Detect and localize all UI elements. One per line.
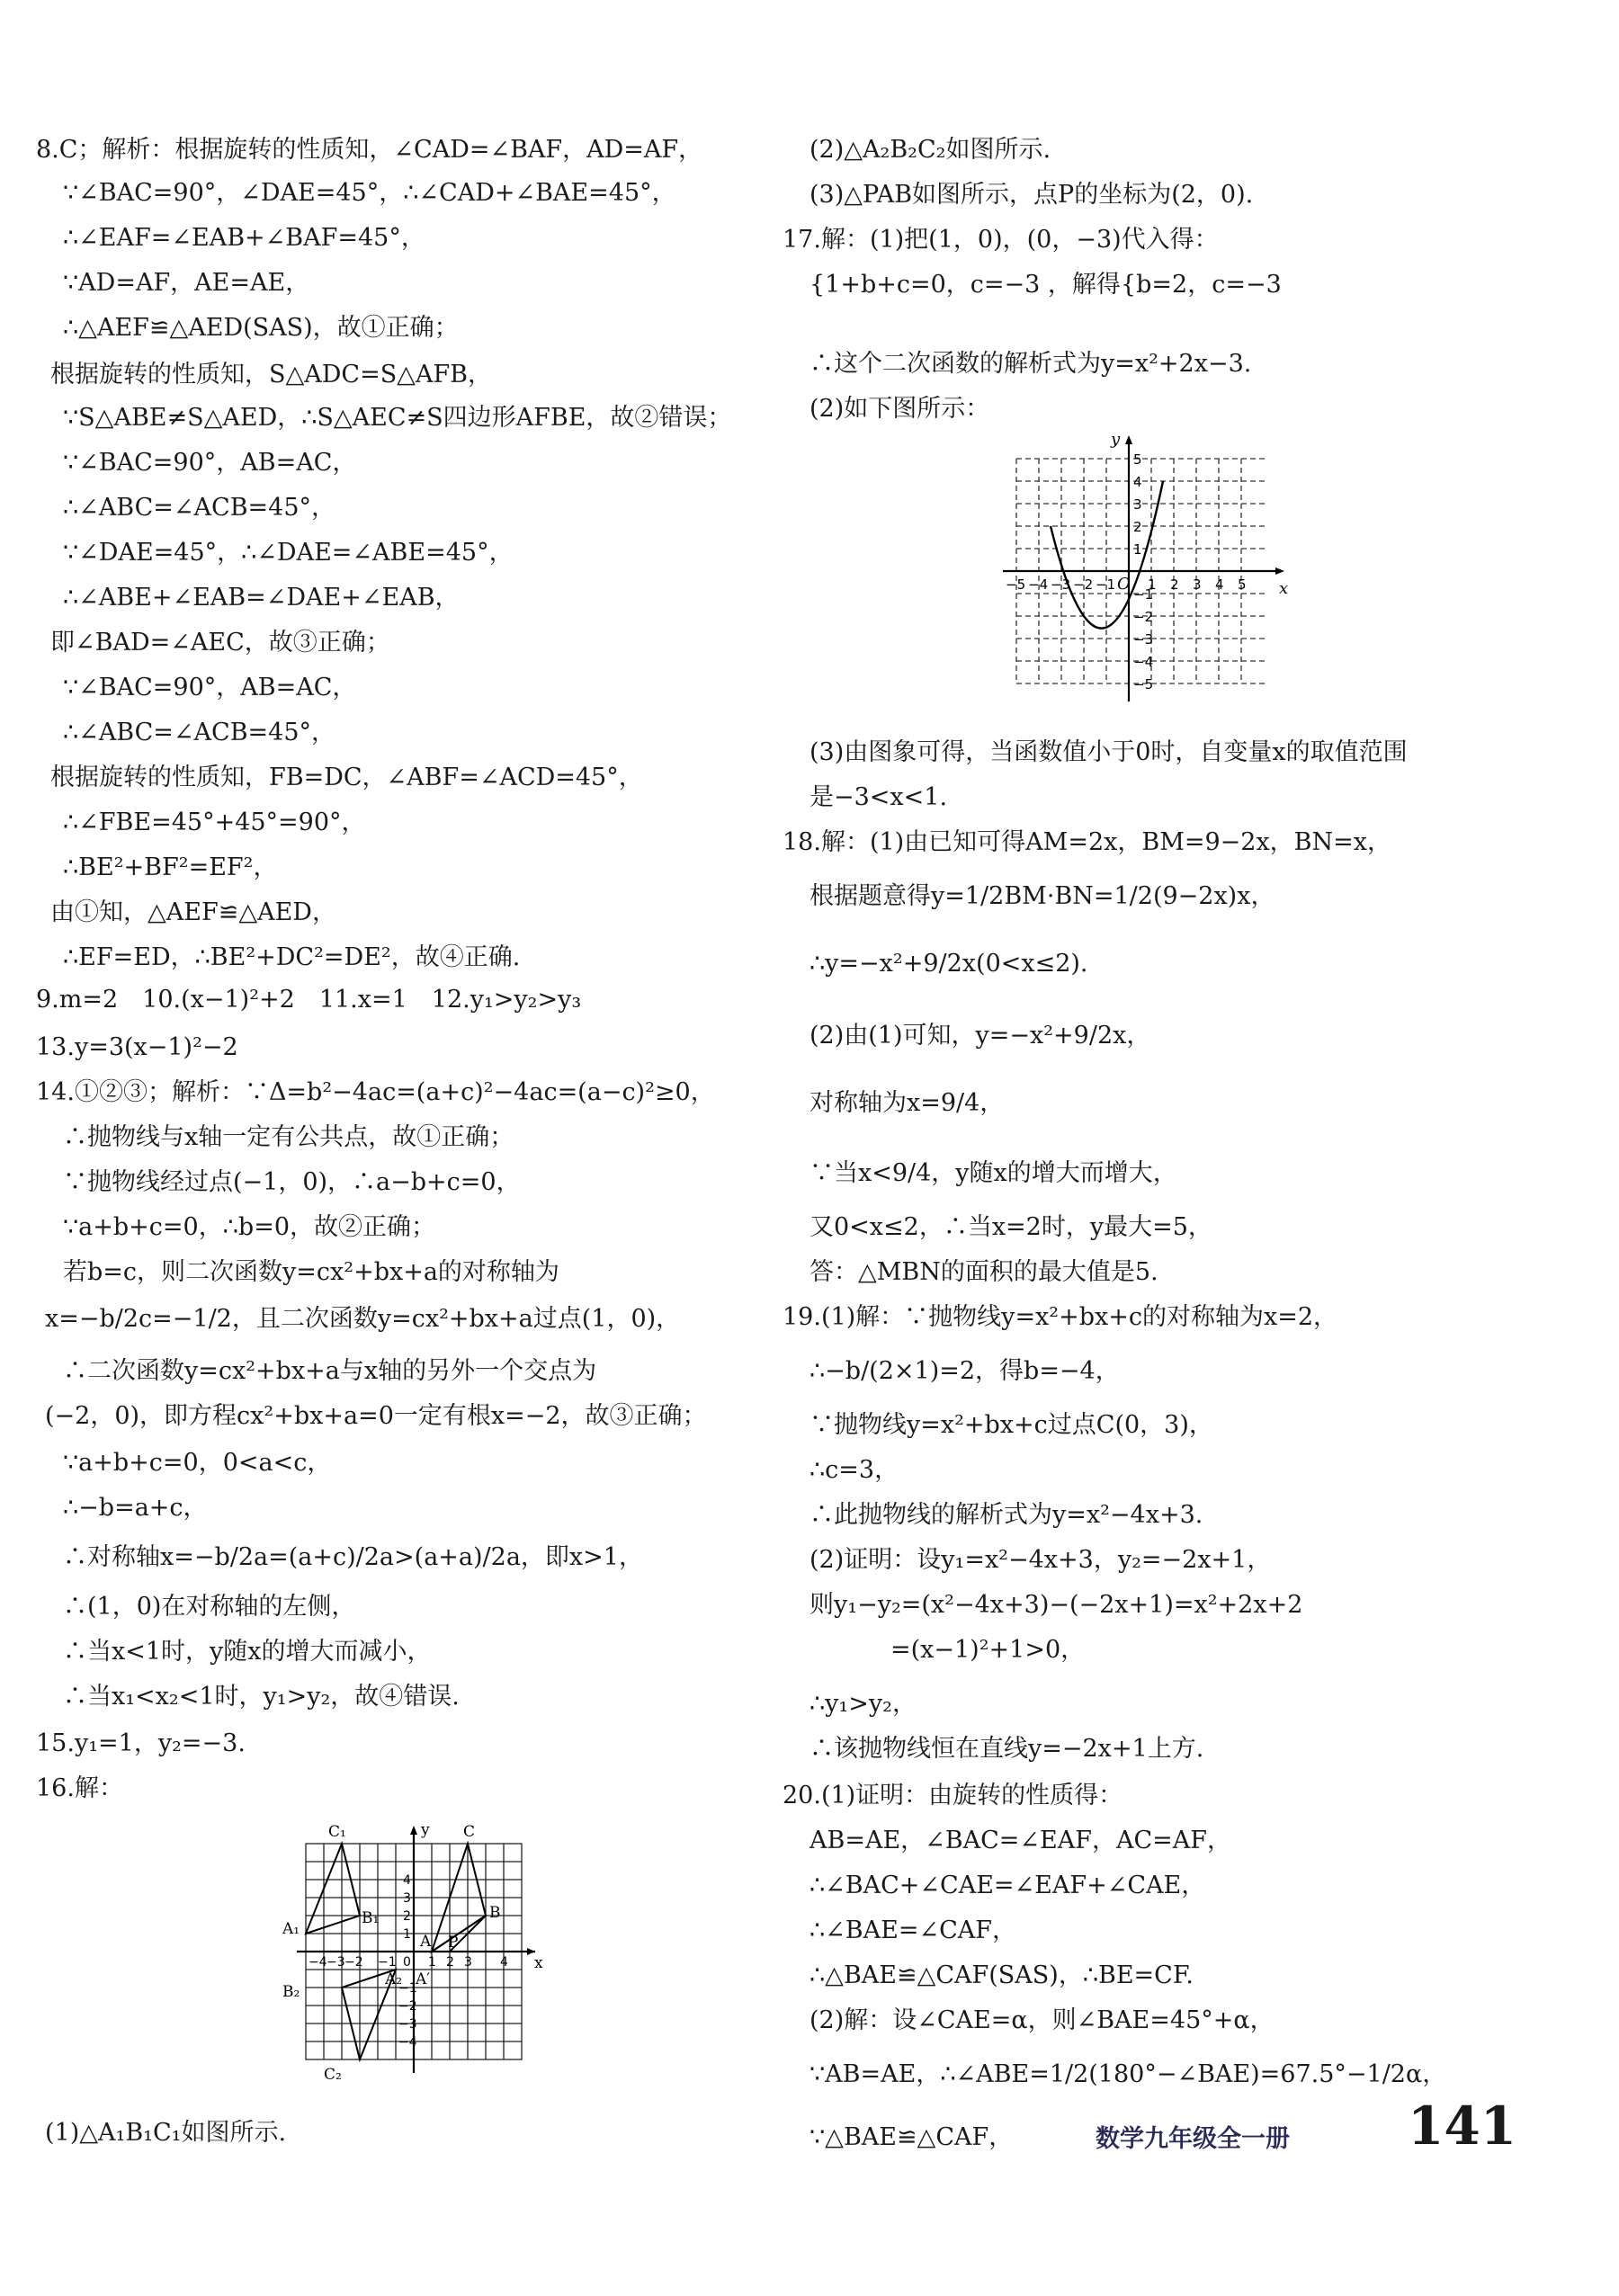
fig17-tick: 1: [1148, 576, 1157, 593]
fig16-label: C₁: [328, 1823, 346, 1841]
text-line: ∵∠DAE=45°，∴∠DAE=∠ABE=45°，: [63, 539, 514, 567]
fig17-tick: 3: [1133, 496, 1142, 513]
fig16-tick: 3: [464, 1955, 472, 1970]
fig16-label: y: [421, 1821, 430, 1839]
text-line: ∵当x<9/4，y随x的增大而增大，: [810, 1159, 1177, 1187]
text-line: ∴y₁>y₂，: [810, 1690, 917, 1718]
text-line: 14.①②③；解析：∵Δ=b²−4ac=(a+c)²−4ac=(a−c)²≥0，: [36, 1078, 715, 1106]
fig17-tick: −2: [1073, 576, 1094, 593]
text-line: {1+b+c=0，c=−3 ，解得{b=2，c=−3: [810, 271, 1282, 299]
text-line: ∴EF=ED，∴BE²+DC²=DE²，故④正确.: [63, 943, 521, 971]
fig16-label: C: [463, 1823, 476, 1841]
text-line: 8.C；解析：根据旋转的性质知，∠CAD=∠BAF，AD=AF，: [36, 136, 703, 164]
text-line: ∴BE²+BF²=EF²，: [63, 853, 278, 881]
fig17-tick: −5: [1133, 676, 1154, 692]
text-line: (2)证明：设y₁=x²−4x+3，y₂=−2x+1，: [810, 1546, 1272, 1574]
text-line: 若b=c，则二次函数y=cx²+bx+a的对称轴为: [63, 1258, 559, 1286]
text-line: (−2，0)，即方程cx²+bx+a=0一定有根x=−2，故③正确；: [45, 1402, 707, 1430]
text-line: 根据旋转的性质知，FB=DC，∠ABF=∠ACD=45°，: [50, 764, 643, 791]
figure-16-coordinate-grid: [279, 1817, 549, 2086]
text-line: 答：△MBN的面积的最大值是5.: [810, 1258, 1158, 1286]
text-line: ∴该抛物线恒在直线y=−2x+1上方.: [810, 1735, 1204, 1763]
fig17-tick: −5: [1006, 576, 1026, 593]
fig16-tick: −1: [398, 1981, 417, 1996]
fig17-axis-label: x: [1279, 579, 1289, 598]
fig16-tick: −3: [398, 2017, 417, 2032]
text-line: ∵△BAE≌△CAF，: [810, 2123, 1014, 2151]
fig17-tick: −4: [1133, 654, 1154, 670]
fig16-label: C₂: [324, 2066, 342, 2084]
fig16-tick: 0: [403, 1955, 411, 1970]
fig16-label: B₂: [282, 1983, 300, 2001]
text-line: (3)由图象可得，当函数值小于0时，自变量x的取值范围: [810, 738, 1408, 766]
text-line: ∴二次函数y=cx²+bx+a与x轴的另外一个交点为: [63, 1357, 597, 1385]
text-line: ∴∠ABE+∠EAB=∠DAE+∠EAB，: [63, 584, 460, 612]
fig17-tick: −1: [1096, 576, 1116, 593]
text-line: 15.y₁=1，y₂=−3.: [36, 1729, 246, 1757]
fig17-tick: 3: [1193, 576, 1202, 593]
text-line: 由①知，△AEF≌△AED，: [50, 898, 336, 926]
text-line: ∵S△ABE≠S△AED，∴S△AEC≠S四边形AFBE，故②错误；: [63, 404, 732, 432]
fig16-label: A₂: [385, 1970, 403, 1988]
text-line: 对称轴为x=9/4，: [810, 1089, 1005, 1117]
fig17-tick: −3: [1133, 631, 1154, 648]
fig16-tick: 4: [500, 1955, 508, 1970]
fig17-tick: 4: [1133, 474, 1142, 490]
text-line: 则y₁−y₂=(x²−4x+3)−(−2x+1)=x²+2x+2: [810, 1591, 1303, 1619]
page-number: 141: [1408, 2095, 1517, 2157]
fig16-y-arrow: [410, 1826, 417, 1835]
text-line: ∴∠BAC+∠CAE=∠EAF+∠CAE，: [810, 1872, 1206, 1899]
text-line: ∴(1，0)在对称轴的左侧，: [63, 1593, 356, 1621]
text-line: 根据题意得y=1/2BM·BN=1/2(9−2x)x，: [810, 882, 1275, 910]
text-line: 根据旋转的性质知，S△ADC=S△AFB，: [50, 361, 493, 389]
text-line: ∴△AEF≌△AED(SAS)，故①正确；: [63, 314, 459, 342]
text-line: ∴−b=a+c，: [63, 1494, 208, 1522]
text-line: ∵a+b+c=0，0<a<c，: [63, 1449, 332, 1477]
text-line: 即∠BAD=∠AEC，故③正确；: [50, 629, 390, 657]
fig16-label: A: [420, 1933, 432, 1951]
fig16-tick: 2: [446, 1955, 454, 1970]
text-line: ∴−b/(2×1)=2，得b=−4，: [810, 1357, 1120, 1385]
text-line: ∴此抛物线的解析式为y=x²−4x+3.: [810, 1501, 1203, 1529]
text-line: (2)由(1)可知，y=−x²+9/2x，: [810, 1022, 1151, 1050]
fig16-tick: −3: [326, 1955, 345, 1970]
fig16-tick: 1: [428, 1955, 436, 1970]
text-line: ∴∠ABC=∠ACB=45°，: [63, 494, 336, 522]
text-line: ∵∠BAC=90°，AB=AC，: [63, 449, 357, 477]
text-line: ∴△BAE≌△CAF(SAS)，∴BE=CF.: [810, 1961, 1194, 1989]
text-line: ∴当x₁<x₂<1时，y₁>y₂，故④错误.: [63, 1683, 460, 1711]
fig17-tick: 1: [1133, 541, 1142, 558]
text-line: 又0<x≤2，∴当x=2时，y最大=5，: [810, 1213, 1212, 1241]
fig17-origin-label: O: [1117, 575, 1131, 594]
fig17-tick: −4: [1028, 576, 1049, 593]
text-line: ∴∠BAE=∠CAF，: [810, 1916, 1016, 1944]
footer-subject: 数学九年级全一册: [1096, 2125, 1290, 2153]
fig17-x-arrow: [1275, 567, 1284, 575]
fig16-label: A′: [416, 1970, 431, 1988]
text-line: 16.解：: [36, 1774, 123, 1802]
text-line: ∴∠FBE=45°+45°=90°，: [63, 809, 366, 836]
fig17-tick: 5: [1238, 576, 1247, 593]
fig17-y-arrow: [1125, 435, 1132, 444]
fig16-tick: 1: [403, 1927, 411, 1942]
text-line: 17.解：(1)把(1，0)，(0，−3)代入得：: [783, 226, 1219, 254]
fig17-tick: −2: [1133, 609, 1154, 625]
text-line: 19.(1)解：∵抛物线y=x²+bx+c的对称轴为x=2，: [783, 1303, 1338, 1331]
text-line: x=−b/2c=−1/2，且二次函数y=cx²+bx+a过点(1，0)，: [45, 1305, 681, 1333]
fig17-tick: 2: [1170, 576, 1179, 593]
fig17-tick: 2: [1133, 519, 1142, 535]
text-line: ∴y=−x²+9/2x(0<x≤2).: [810, 950, 1088, 978]
text-line: (1)△A₁B₁C₁如图所示.: [45, 2119, 287, 2147]
text-line: ∴∠ABC=∠ACB=45°，: [63, 719, 336, 746]
text-line: ∴∠EAF=∠EAB+∠BAF=45°，: [63, 224, 425, 252]
text-line: ∵AB=AE，∴∠ABE=1/2(180°−∠BAE)=67.5°−1/2α，: [810, 2060, 1447, 2088]
text-line: ∵∠BAC=90°，∠DAE=45°，∴∠CAD+∠BAE=45°，: [63, 179, 676, 207]
text-line: ∵AD=AF，AE=AE，: [63, 269, 310, 297]
text-line: 13.y=3(x−1)²−2: [36, 1033, 238, 1061]
fig16-label: x: [534, 1954, 543, 1972]
fig17-tick: −1: [1133, 586, 1154, 603]
fig16-label: A₁: [282, 1920, 300, 1938]
fig17-tick: −3: [1051, 576, 1071, 593]
text-line: (2)解：设∠CAE=α，则∠BAE=45°+α，: [810, 2006, 1275, 2034]
fig16-tick: −4: [398, 2035, 417, 2050]
text-line: 18.解：(1)由已知可得AM=2x，BM=9−2x，BN=x，: [783, 828, 1391, 856]
fig16-tick: 3: [403, 1891, 411, 1906]
fig16-tick: −1: [378, 1955, 397, 1970]
text-line: ∴抛物线与x轴一定有公共点，故①正确；: [63, 1123, 514, 1151]
text-line: ∴当x<1时，y随x的增大而减小，: [63, 1638, 432, 1666]
text-line: ∴c=3，: [810, 1456, 899, 1484]
text-line: 是−3<x<1.: [810, 783, 948, 811]
text-line: ∴对称轴x=−b/2a=(a+c)/2a>(a+a)/2a，即x>1，: [63, 1543, 643, 1571]
fig16-tick: −4: [309, 1955, 327, 1970]
text-line: ∵a+b+c=0，∴b=0，故②正确；: [63, 1213, 435, 1241]
fig16-tick: −2: [344, 1955, 363, 1970]
fig17-tick: 4: [1215, 576, 1224, 593]
text-line: (3)△PAB如图所示，点P的坐标为(2，0).: [810, 181, 1254, 209]
fig17-tick: 5: [1133, 451, 1142, 468]
text-line: (2)△A₂B₂C₂如图所示.: [810, 136, 1051, 164]
fig17-axis-label: y: [1111, 432, 1121, 449]
text-line: 9.m=2 10.(x−1)²+2 11.x=1 12.y₁>y₂>y₃: [36, 986, 582, 1014]
fig16-label: P: [448, 1934, 459, 1952]
triangle-a1b1c1: [306, 1844, 360, 1934]
text-line: ∵抛物线y=x²+bx+c过点C(0，3)，: [810, 1411, 1213, 1439]
fig16-label: B₁: [362, 1909, 380, 1927]
text-line: (2)如下图所示：: [810, 395, 990, 423]
text-line: 20.(1)证明：由旋转的性质得：: [783, 1782, 1123, 1809]
text-line: ∵∠BAC=90°，AB=AC，: [63, 674, 357, 701]
fig16-tick: 4: [403, 1873, 411, 1888]
fig16-label: B: [489, 1904, 501, 1922]
text-line: =(x−1)²+1>0，: [890, 1636, 1086, 1664]
fig16-tick: −2: [398, 1999, 417, 2014]
text-line: ∴这个二次函数的解析式为y=x²+2x−3.: [810, 350, 1252, 378]
fig16-tick: 2: [403, 1909, 411, 1924]
figure-17-parabola-graph: [998, 432, 1295, 719]
text-line: AB=AE，∠BAC=∠EAF，AC=AF，: [810, 1827, 1231, 1854]
text-line: ∵抛物线经过点(−1，0)，∴a−b+c=0，: [63, 1168, 521, 1196]
